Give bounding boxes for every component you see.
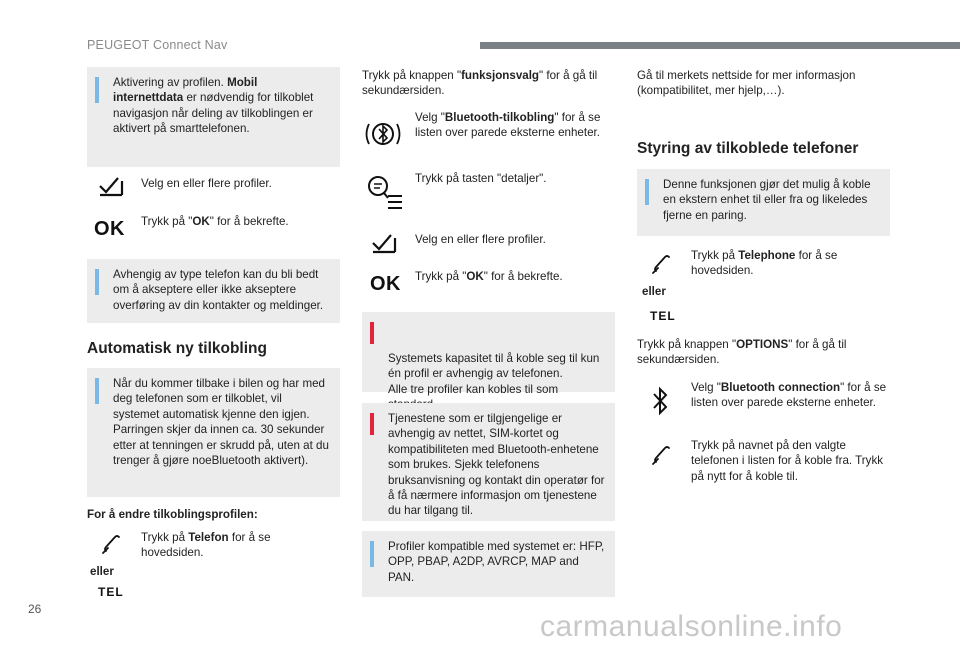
info-note-auto-reconnect: Når du kommer tilbake i bilen og har med deg telefonen som er tilkoblet, vil systemet automatisk kjenne den igjen. Parringen skjer da innen ca. 30 sekunder etter at tenningen er skrudd på, uten at du trenger å gjøre noeBluetooth aktivert). [87,368,340,497]
page-number: 26 [28,602,42,616]
header-bar [480,42,960,49]
info-marker-icon [95,269,99,295]
subheading-change-profile: For å endre tilkoblingsprofilen: [87,508,258,521]
step-details-key: Trykk på tasten "detaljer". [415,172,547,185]
step-select-profiles: Velg en eller flere profiler. [141,177,272,190]
info-marker-icon [370,541,374,567]
warning-note-services: Tjenestene som er tilgjengelige er avhengig av nettet, SIM-kortet og kompatibiliteten med Bluetooth-enhetene som brukes. Sjekk telefonens bruksanvisning og kontakt din operatør for å få nærmere informasjon om tjenestene du har tilgang til. [362,403,615,521]
info-marker-icon [95,77,99,103]
info-note-manage-phones: Denne funksjonen gjør det mulig å koble en ekstern enhet til eller fra og likeledes fjerne en paring. [637,169,890,236]
tel-icon: TEL [98,585,124,599]
step-confirm-ok: Trykk på "OK" for å bekrefte. [141,215,289,228]
info-marker-icon [645,179,649,205]
ok-icon: OK [370,273,401,295]
ok-icon: OK [94,218,125,240]
step-bluetooth-connection: Velg "Bluetooth-tilkobling" for å se listen over parede eksterne enheter. [415,111,601,140]
warning-marker-icon [370,413,374,435]
intro-function-select: Trykk på knappen "funksjonsvalg" for å gå til sekundærsiden. [362,69,598,98]
section-heading-manage-phones: Styring av tilkoblede telefoner [637,140,859,157]
phone-icon [650,252,672,276]
warning-marker-icon [370,322,374,344]
step-phone-main-page: Trykk på Telefon for å se hovedsiden. [141,531,271,560]
info-marker-icon [95,378,99,404]
phone-icon [650,443,672,467]
step-select-phone-name: Trykk på navnet på den valgte telefonen i listen for å koble fra. Trykk på nytt for å koble til. [691,439,884,483]
step-telephone-main-page: Trykk på Telephone for å se hovedsiden. [691,249,838,278]
step-bluetooth-connection: Velg "Bluetooth connection" for å se listen over parede eksterne enheter. [691,381,887,410]
running-header: PEUGEOT Connect Nav [87,38,228,52]
details-icon [364,172,404,212]
step-select-profiles: Velg en eller flere profiler. [415,233,546,246]
checkbox-select-icon [98,176,126,198]
info-note-accept-transfer: Avhengig av type telefon kan du bli bedt om å akseptere eller ikke akseptere overføring av din kontakter og meldinger. [87,259,340,323]
info-note-mobile-data: Aktivering av profilen. Mobil internettdata er nødvendig for tilkoblet navigasjon når deling av tilkoblingen er aktivert på smarttelefonen. [87,67,340,167]
or-label: eller [90,565,114,578]
step-confirm-ok: Trykk på "OK" for å bekrefte. [415,270,563,283]
section-heading-auto-reconnect: Automatisk ny tilkobling [87,340,267,357]
or-label: eller [642,285,666,298]
tel-icon: TEL [650,309,676,323]
bluetooth-icon [651,385,671,417]
watermark: carmanualsonline.info [540,610,843,643]
intro-options-button: Trykk på knappen "OPTIONS" for å gå til sekundærsiden. [637,338,847,367]
warning-note-single-profile: Systemets kapasitet til å koble seg til kun én profil er avhengig av telefonen. Alle tre profiler kan kobles til som [362,312,615,392]
checkbox-select-icon [371,233,399,255]
phone-icon [100,532,122,556]
info-note-compatible-profiles: Profiler kompatible med systemet er: HFP, OPP, PBAP, A2DP, AVRCP, MAP and PAN. [362,531,615,597]
bluetooth-search-icon [364,114,402,154]
intro-website-info: Gå til merkets nettside for mer informasjon (kompatibilitet, mer hjelp,…). [637,69,856,98]
